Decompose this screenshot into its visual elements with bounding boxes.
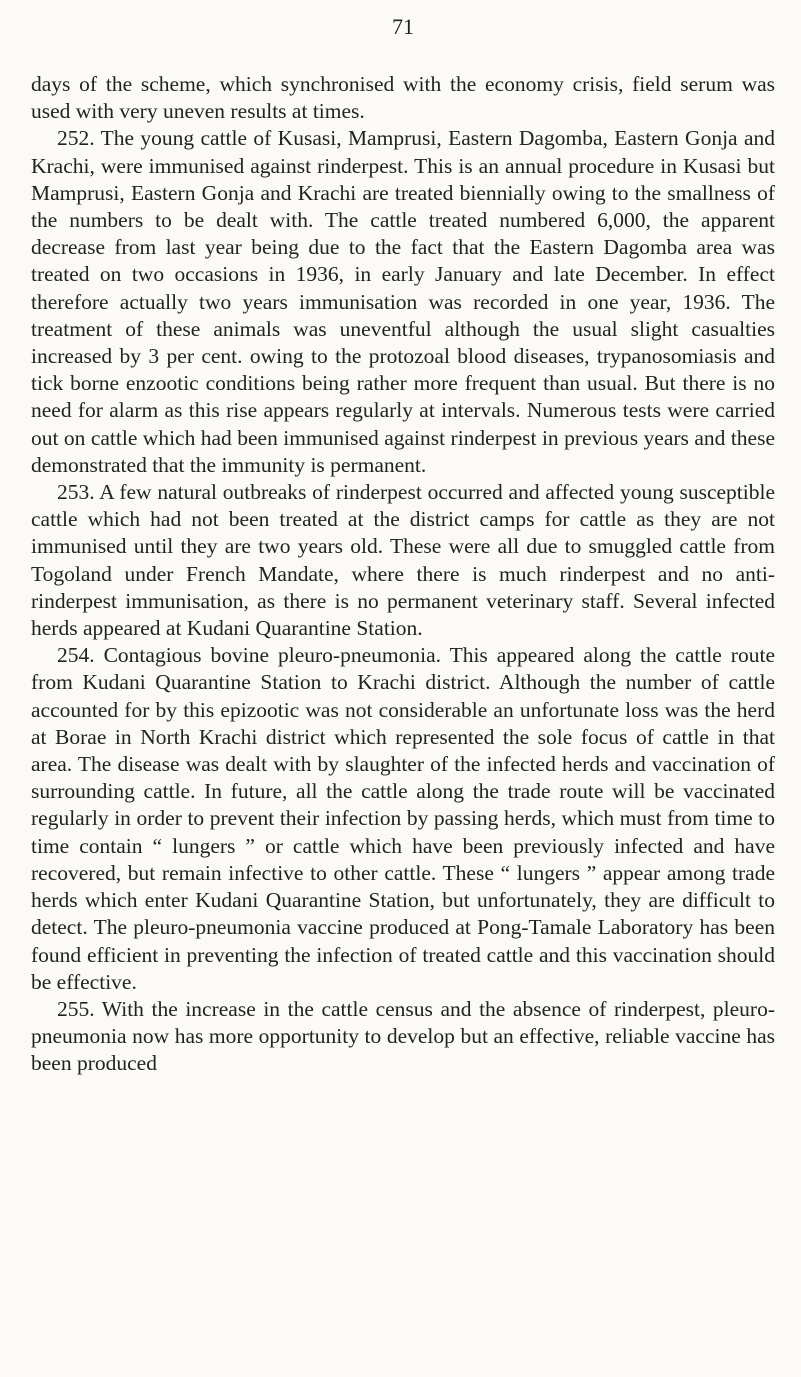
paragraph-253: 253. A few natural outbreaks of rinderpest occurred and affected young susceptible cattle which had not been treated at the district camps for cattle as they are not immunised until they are two years old. These were all due to smuggled cattle from Togoland under French Mandate, where there is much rinderpest and no anti-rinderpest immunisation, as there is no permanent veterinary staff. Several infected herds appeared at Kudani Quarantine Station. bbox=[31, 480, 775, 641]
paragraph-255: 255. With the increase in the cattle census and the absence of rinderpest, pleuro-pneumonia now has more opportunity to develop but an effective, reliable vaccine has been produced bbox=[31, 996, 775, 1076]
page-number: 71 bbox=[392, 14, 414, 39]
paragraph-254: 254. Contagious bovine pleuro-pneumonia. This appeared along the cattle route from Kudani Quarantine Station to Krachi district. Although the number of cattle accounted for by this epizootic was not considerable an unfortunate loss was the herd at Borae in North Krachi district which represented the sole focus of cattle in that area. The disease was dealt with by slaughter of the infected herds and vaccination of surrounding cattle. In future, all the cattle along the trade route will be vaccinated regularly in order to prevent their infection by passing herds, which must from time to time contain “ lungers ” or cattle which have been previously infected and have recovered, but remain infective to other cattle. These “ lungers ” appear among trade herds which enter Kudani Quarantine Station, but unfortunately, they are difficult to detect. The pleuro-pneumonia vaccine produced at Pong-Tamale Laboratory has been found efficient in preventing the infection of treated cattle and this vaccination should be effective. bbox=[31, 643, 775, 994]
paragraph-continuation: days of the scheme, which synchronised with the economy crisis, field serum was used with very uneven results at times. bbox=[31, 72, 775, 124]
paragraph-252: 252. The young cattle of Kusasi, Mamprusi, Eastern Dagomba, Eastern Gonja and Krachi, were immunised against rinderpest. This is an annual procedure in Kusasi but Mamprusi, Eastern Gonja and Krachi are treated biennially owing to the smallness of the numbers to be dealt with. The cattle treated numbered 6,000, the apparent decrease from last year being due to the fact that the Eastern Dagomba area was treated on two occasions in 1936, in early January and late December. In effect therefore actually two years immunisation was recorded in one year, 1936. The treatment of these animals was uneventful although the usual slight casualties increased by 3 per cent. owing to the protozoal blood diseases, trypanosomiasis and tick borne enzootic conditions being rather more frequent than usual. But there is no need for alarm as this rise appears regularly at intervals. Numerous tests were carried out on cattle which had been immunised against rinderpest in previous years and these demonstrated that the immunity is permanent. bbox=[31, 126, 775, 477]
